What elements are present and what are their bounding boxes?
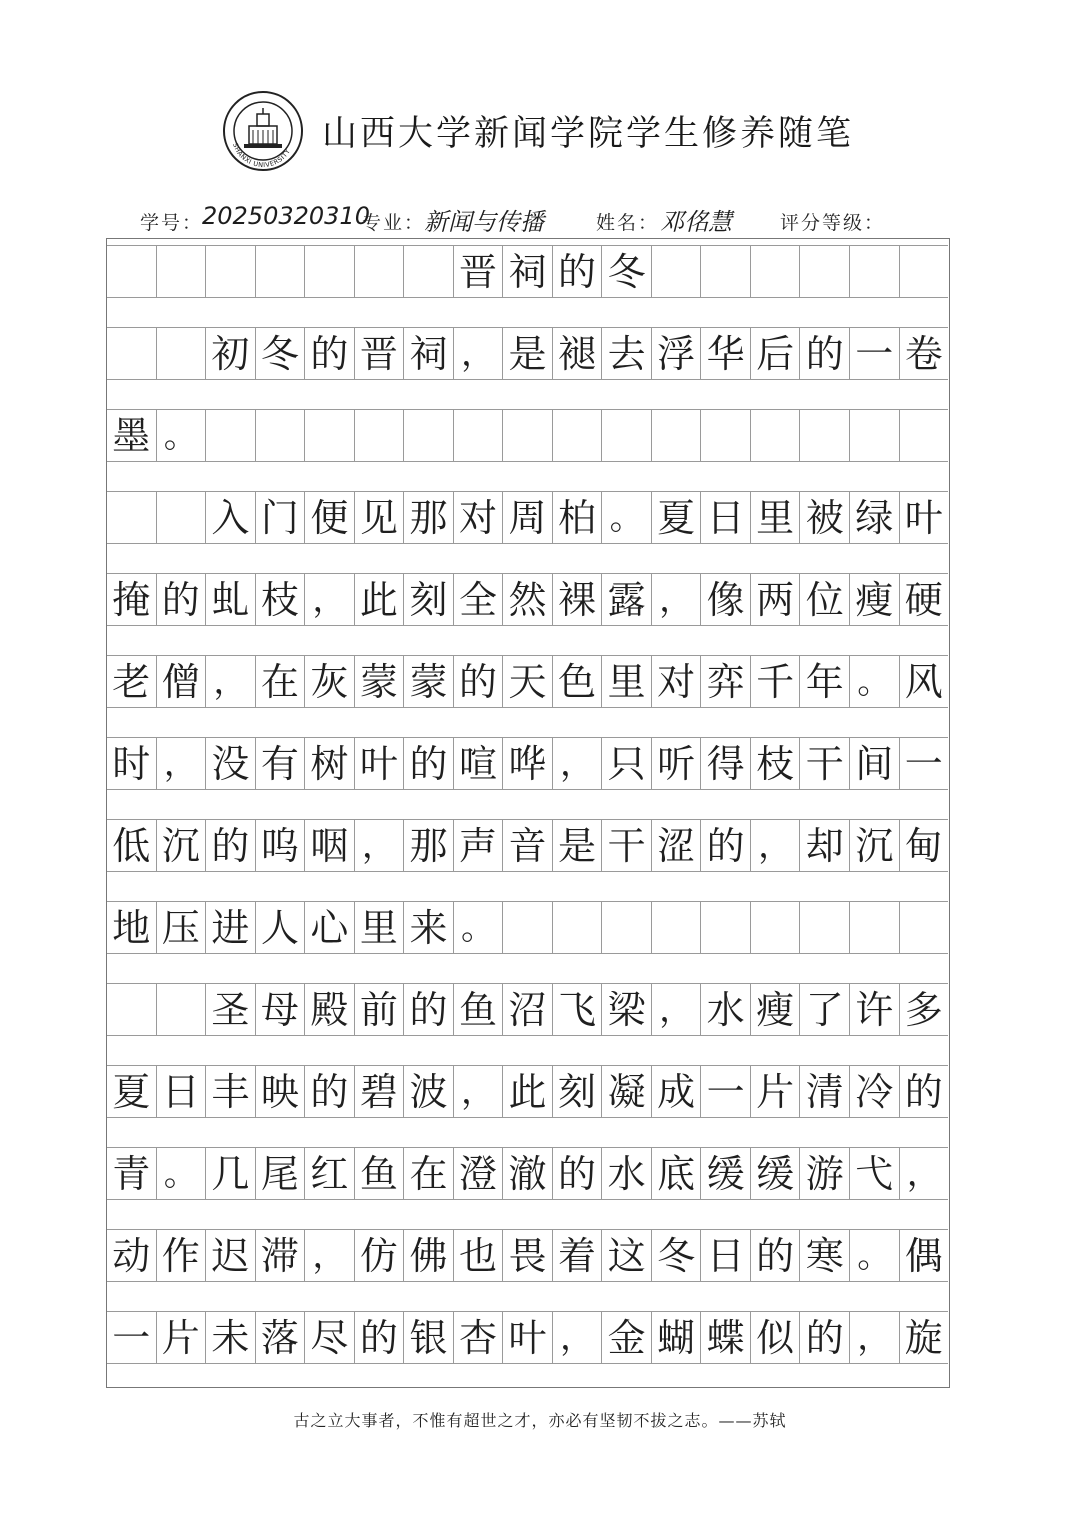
grid-cell: ， bbox=[156, 737, 206, 790]
grid-cell: ， bbox=[552, 1311, 602, 1364]
grid-cell: 对 bbox=[651, 655, 701, 708]
grid-cell bbox=[552, 409, 602, 462]
grid-cell bbox=[799, 409, 849, 462]
student-id-value: 20250320310 bbox=[202, 202, 370, 230]
grid-cell: ， bbox=[552, 737, 602, 790]
grid-cell: 呜 bbox=[255, 819, 305, 872]
grid-cell: 蝶 bbox=[700, 1311, 750, 1364]
grid-row bbox=[107, 1311, 948, 1364]
grid-cell: 墨 bbox=[107, 409, 156, 462]
grid-cell bbox=[156, 327, 206, 380]
grid-cell: 色 bbox=[552, 655, 602, 708]
page-header bbox=[0, 88, 1080, 168]
grid-cell bbox=[304, 409, 354, 462]
grid-cell bbox=[107, 327, 156, 380]
grid-cell: 天 bbox=[502, 655, 552, 708]
grid-cell: 老 bbox=[107, 655, 156, 708]
grid-cell: 灰 bbox=[304, 655, 354, 708]
grid-cell bbox=[750, 901, 800, 954]
grid-cell: 里 bbox=[601, 655, 651, 708]
grid-cell: 晋 bbox=[354, 327, 404, 380]
grid-cell bbox=[899, 409, 949, 462]
grid-cell: 一 bbox=[849, 327, 899, 380]
grid-cell bbox=[354, 409, 404, 462]
grid-cell: 碧 bbox=[354, 1065, 404, 1118]
grid-cell: 年 bbox=[799, 655, 849, 708]
grid-cell: 多 bbox=[899, 983, 949, 1036]
grid-cell: 尾 bbox=[255, 1147, 305, 1200]
grid-cell bbox=[700, 901, 750, 954]
essay-grid-paper bbox=[106, 238, 950, 1388]
grid-cell: ， bbox=[205, 655, 255, 708]
grid-cell: 里 bbox=[354, 901, 404, 954]
grid-cell: 夏 bbox=[107, 1065, 156, 1118]
grid-cell: 华 bbox=[700, 327, 750, 380]
grid-cell: 水 bbox=[601, 1147, 651, 1200]
grid-cell: 后 bbox=[750, 327, 800, 380]
grid-cell: 枝 bbox=[255, 573, 305, 626]
grid-cell: 入 bbox=[205, 491, 255, 544]
grid-cell: 。 bbox=[453, 901, 503, 954]
grid-cell: 前 bbox=[354, 983, 404, 1036]
grid-row bbox=[107, 737, 948, 790]
grid-cell: 许 bbox=[849, 983, 899, 1036]
grid-cell: 那 bbox=[403, 819, 453, 872]
grid-row bbox=[107, 1229, 948, 1282]
grid-cell: 瘦 bbox=[849, 573, 899, 626]
seal-text: SHANXI UNIVERSITY bbox=[231, 141, 293, 170]
grid-cell: 。 bbox=[849, 1229, 899, 1282]
grid-cell: ， bbox=[750, 819, 800, 872]
grid-cell: 一 bbox=[700, 1065, 750, 1118]
grid-cell: 祠 bbox=[403, 327, 453, 380]
grid-cell: 听 bbox=[651, 737, 701, 790]
grid-cell bbox=[255, 245, 305, 298]
grid-cell: 的 bbox=[552, 1147, 602, 1200]
grid-cell bbox=[502, 901, 552, 954]
grid-cell: 初 bbox=[205, 327, 255, 380]
grid-row bbox=[107, 983, 948, 1036]
grid-cell: 仿 bbox=[354, 1229, 404, 1282]
grid-cell: 见 bbox=[354, 491, 404, 544]
grid-row bbox=[107, 327, 948, 380]
grid-cell bbox=[156, 491, 206, 544]
grid-cell: 咽 bbox=[304, 819, 354, 872]
grid-cell: 风 bbox=[899, 655, 949, 708]
major-label: 专业： bbox=[362, 212, 426, 234]
grid-cell: 作 bbox=[156, 1229, 206, 1282]
grid-cell: 成 bbox=[651, 1065, 701, 1118]
grid-cell: 的 bbox=[750, 1229, 800, 1282]
grid-cell: 青 bbox=[107, 1147, 156, 1200]
grid-cell: 。 bbox=[849, 655, 899, 708]
grid-cell: 被 bbox=[799, 491, 849, 544]
grid-cell: 周 bbox=[502, 491, 552, 544]
grid-cell: 这 bbox=[601, 1229, 651, 1282]
grid-cell: 沼 bbox=[502, 983, 552, 1036]
grid-cell: 日 bbox=[700, 1229, 750, 1282]
grid-cell: 夏 bbox=[651, 491, 701, 544]
grid-cell bbox=[799, 901, 849, 954]
grid-cell: 对 bbox=[453, 491, 503, 544]
grid-cell: 露 bbox=[601, 573, 651, 626]
grid-cell: 日 bbox=[700, 491, 750, 544]
grid-cell: 人 bbox=[255, 901, 305, 954]
grid-cell bbox=[899, 901, 949, 954]
grid-cell: 金 bbox=[601, 1311, 651, 1364]
grid-cell: 澄 bbox=[453, 1147, 503, 1200]
grid-cell: 绿 bbox=[849, 491, 899, 544]
grid-cell: 清 bbox=[799, 1065, 849, 1118]
grid-cell bbox=[156, 245, 206, 298]
grid-cell bbox=[601, 901, 651, 954]
footer-quote: 古之立大事者，不惟有超世之才，亦必有坚韧不拔之志。——苏轼 bbox=[293, 1411, 787, 1430]
grid-cell bbox=[651, 245, 701, 298]
grid-cell: 落 bbox=[255, 1311, 305, 1364]
grid-cell: 梁 bbox=[601, 983, 651, 1036]
grid-cell: 得 bbox=[700, 737, 750, 790]
grid-cell: 褪 bbox=[552, 327, 602, 380]
name-value: 邓佲慧 bbox=[660, 208, 732, 236]
grid-cell: 刻 bbox=[403, 573, 453, 626]
grid-cell bbox=[849, 901, 899, 954]
grid-cell: 有 bbox=[255, 737, 305, 790]
grid-cell: 红 bbox=[304, 1147, 354, 1200]
grid-cell: 的 bbox=[453, 655, 503, 708]
grid-cell: 虬 bbox=[205, 573, 255, 626]
grid-cell: 。 bbox=[156, 409, 206, 462]
grid-cell: 时 bbox=[107, 737, 156, 790]
grid-cell: 畏 bbox=[502, 1229, 552, 1282]
grid-cell: 干 bbox=[799, 737, 849, 790]
grid-cell: 缓 bbox=[750, 1147, 800, 1200]
grid-cell: 也 bbox=[453, 1229, 503, 1282]
grid-cell: 的 bbox=[403, 737, 453, 790]
grid-cell: 晋 bbox=[453, 245, 503, 298]
grid-cell: 冷 bbox=[849, 1065, 899, 1118]
grid-cell bbox=[205, 409, 255, 462]
grid-cell: 凝 bbox=[601, 1065, 651, 1118]
grid-cell bbox=[849, 245, 899, 298]
grid-cell: 。 bbox=[156, 1147, 206, 1200]
grid-cell bbox=[799, 245, 849, 298]
grid-cell: 哗 bbox=[502, 737, 552, 790]
grid-cell: 那 bbox=[403, 491, 453, 544]
grid-cell bbox=[403, 245, 453, 298]
grid-cell: 鱼 bbox=[354, 1147, 404, 1200]
grid-cell: 滞 bbox=[255, 1229, 305, 1282]
grid-cell: ， bbox=[849, 1311, 899, 1364]
grid-cell: 蝴 bbox=[651, 1311, 701, 1364]
grid-cell: 涩 bbox=[651, 819, 701, 872]
grid-cell: 迟 bbox=[205, 1229, 255, 1282]
grid-cell: 像 bbox=[700, 573, 750, 626]
school-title: 山西大学新闻学院学生修养随笔 bbox=[322, 114, 855, 154]
university-seal-icon bbox=[222, 90, 304, 172]
grid-cell: 没 bbox=[205, 737, 255, 790]
grid-row bbox=[107, 245, 948, 298]
name-label: 姓名： bbox=[596, 212, 660, 234]
grid-cell: 飞 bbox=[552, 983, 602, 1036]
grid-cell: 去 bbox=[601, 327, 651, 380]
grid-cell: 位 bbox=[799, 573, 849, 626]
grid-cell: 裸 bbox=[552, 573, 602, 626]
grid-cell: 僧 bbox=[156, 655, 206, 708]
grid-cell: 映 bbox=[255, 1065, 305, 1118]
grid-cell: 弋 bbox=[849, 1147, 899, 1200]
grid-cell: 的 bbox=[700, 819, 750, 872]
grid-cell: 偶 bbox=[899, 1229, 949, 1282]
grid-cell: 浮 bbox=[651, 327, 701, 380]
grid-cell: 树 bbox=[304, 737, 354, 790]
grid-cell: 。 bbox=[601, 491, 651, 544]
grid-cell: 的 bbox=[304, 1065, 354, 1118]
grid-cell: 此 bbox=[502, 1065, 552, 1118]
grid-cell: 此 bbox=[354, 573, 404, 626]
grid-cell: 甸 bbox=[899, 819, 949, 872]
grid-cell: 澈 bbox=[502, 1147, 552, 1200]
grid-cell bbox=[651, 901, 701, 954]
grid-cell: 间 bbox=[849, 737, 899, 790]
grid-cell bbox=[849, 409, 899, 462]
grid-cell: 丰 bbox=[205, 1065, 255, 1118]
grid-cell: 沉 bbox=[849, 819, 899, 872]
grid-cell: 似 bbox=[750, 1311, 800, 1364]
grid-cell: 喧 bbox=[453, 737, 503, 790]
grid-cell: 旋 bbox=[899, 1311, 949, 1364]
grid-cell: ， bbox=[304, 573, 354, 626]
grid-cell bbox=[107, 983, 156, 1036]
grid-cell: 压 bbox=[156, 901, 206, 954]
grid-cell: 是 bbox=[552, 819, 602, 872]
grid-cell: 未 bbox=[205, 1311, 255, 1364]
grid-cell: 母 bbox=[255, 983, 305, 1036]
grid-cell: ， bbox=[651, 983, 701, 1036]
grid-cell: 声 bbox=[453, 819, 503, 872]
grid-cell: ， bbox=[453, 327, 503, 380]
grid-cell: 弈 bbox=[700, 655, 750, 708]
grid-cell: 的 bbox=[304, 327, 354, 380]
grid-cell: 杏 bbox=[453, 1311, 503, 1364]
grid-cell: 底 bbox=[651, 1147, 701, 1200]
grid-cell: 心 bbox=[304, 901, 354, 954]
grid-cell: 冬 bbox=[651, 1229, 701, 1282]
grid-cell: 着 bbox=[552, 1229, 602, 1282]
grid-cell: 游 bbox=[799, 1147, 849, 1200]
grid-cell: 沉 bbox=[156, 819, 206, 872]
grid-cell bbox=[107, 491, 156, 544]
major-value: 新闻与传播 bbox=[424, 208, 544, 236]
grid-row bbox=[107, 819, 948, 872]
grid-row bbox=[107, 573, 948, 626]
grid-row bbox=[107, 901, 948, 954]
grid-cell: 水 bbox=[700, 983, 750, 1036]
grid-cell: 动 bbox=[107, 1229, 156, 1282]
grid-cell: 枝 bbox=[750, 737, 800, 790]
grid-cell: 刻 bbox=[552, 1065, 602, 1118]
grid-cell: 里 bbox=[750, 491, 800, 544]
grid-cell bbox=[453, 409, 503, 462]
grid-cell: 冬 bbox=[601, 245, 651, 298]
grid-cell: 的 bbox=[799, 327, 849, 380]
grid-cell: 在 bbox=[403, 1147, 453, 1200]
grid-cell bbox=[899, 245, 949, 298]
grid-cell: 一 bbox=[899, 737, 949, 790]
grid-cell: 尽 bbox=[304, 1311, 354, 1364]
grid-cell: ， bbox=[354, 819, 404, 872]
grid-cell: 干 bbox=[601, 819, 651, 872]
grid-cell: 两 bbox=[750, 573, 800, 626]
grid-cell bbox=[403, 409, 453, 462]
grid-cell: 在 bbox=[255, 655, 305, 708]
grid-cell: ， bbox=[651, 573, 701, 626]
grid-row bbox=[107, 655, 948, 708]
grid-cell: 缓 bbox=[700, 1147, 750, 1200]
grid-cell bbox=[502, 409, 552, 462]
grid-cell: 的 bbox=[354, 1311, 404, 1364]
grid-cell bbox=[255, 409, 305, 462]
grid-cell: 了 bbox=[799, 983, 849, 1036]
grid-cell: 是 bbox=[502, 327, 552, 380]
grid-cell bbox=[700, 409, 750, 462]
grid-cell: 寒 bbox=[799, 1229, 849, 1282]
grid-cell bbox=[601, 409, 651, 462]
grid-cell: 叶 bbox=[502, 1311, 552, 1364]
grid-cell: 来 bbox=[403, 901, 453, 954]
grid-cell: 的 bbox=[899, 1065, 949, 1118]
grid-cell bbox=[205, 245, 255, 298]
grid-cell: 的 bbox=[552, 245, 602, 298]
grid-cell bbox=[552, 901, 602, 954]
grid-cell: 音 bbox=[502, 819, 552, 872]
grid-cell: 千 bbox=[750, 655, 800, 708]
grid-cell bbox=[107, 245, 156, 298]
grid-cell: 只 bbox=[601, 737, 651, 790]
grid-cell: 片 bbox=[750, 1065, 800, 1118]
grid-cell: 蒙 bbox=[354, 655, 404, 708]
grid-cell: 银 bbox=[403, 1311, 453, 1364]
student-info-row bbox=[140, 200, 940, 240]
grid-row bbox=[107, 1147, 948, 1200]
grid-cell: 冬 bbox=[255, 327, 305, 380]
grid-cell: 圣 bbox=[205, 983, 255, 1036]
grid-cell: ， bbox=[899, 1147, 949, 1200]
grid-cell bbox=[354, 245, 404, 298]
grid-cell bbox=[750, 245, 800, 298]
grid-row bbox=[107, 1065, 948, 1118]
grid-cell: 全 bbox=[453, 573, 503, 626]
grid-cell: 瘦 bbox=[750, 983, 800, 1036]
grid-cell: 一 bbox=[107, 1311, 156, 1364]
grid-cell: 日 bbox=[156, 1065, 206, 1118]
grid-cell: 卷 bbox=[899, 327, 949, 380]
grid-cell: 蒙 bbox=[403, 655, 453, 708]
grid-cell: 的 bbox=[799, 1311, 849, 1364]
grid-cell: 鱼 bbox=[453, 983, 503, 1036]
grid-cell: 叶 bbox=[354, 737, 404, 790]
student-id-label: 学号： bbox=[140, 212, 204, 234]
grid-cell: 却 bbox=[799, 819, 849, 872]
grid-cell: 殿 bbox=[304, 983, 354, 1036]
grid-cell bbox=[304, 245, 354, 298]
grid-cell: 片 bbox=[156, 1311, 206, 1364]
grid-cell: 佛 bbox=[403, 1229, 453, 1282]
grid-cell: 祠 bbox=[502, 245, 552, 298]
grid-cell: 低 bbox=[107, 819, 156, 872]
grid-cell: 进 bbox=[205, 901, 255, 954]
grid-cell: 门 bbox=[255, 491, 305, 544]
grid-cell: 硬 bbox=[899, 573, 949, 626]
grid-cell: 地 bbox=[107, 901, 156, 954]
grid-cell: 的 bbox=[205, 819, 255, 872]
grid-cell: 便 bbox=[304, 491, 354, 544]
grid-cell: 的 bbox=[403, 983, 453, 1036]
grid-cell: ， bbox=[453, 1065, 503, 1118]
grid-cell: 叶 bbox=[899, 491, 949, 544]
grid-cell: 柏 bbox=[552, 491, 602, 544]
grid-cell: 的 bbox=[156, 573, 206, 626]
grid-cell bbox=[156, 983, 206, 1036]
grade-label: 评分等级： bbox=[780, 212, 886, 234]
grid-cell: 波 bbox=[403, 1065, 453, 1118]
grid-row bbox=[107, 491, 948, 544]
grid-cell: 然 bbox=[502, 573, 552, 626]
grid-cell bbox=[651, 409, 701, 462]
grid-cell bbox=[700, 245, 750, 298]
grid-cell: ， bbox=[304, 1229, 354, 1282]
grid-cell bbox=[750, 409, 800, 462]
grid-row bbox=[107, 409, 948, 462]
grid-cell: 几 bbox=[205, 1147, 255, 1200]
grid-cell: 掩 bbox=[107, 573, 156, 626]
